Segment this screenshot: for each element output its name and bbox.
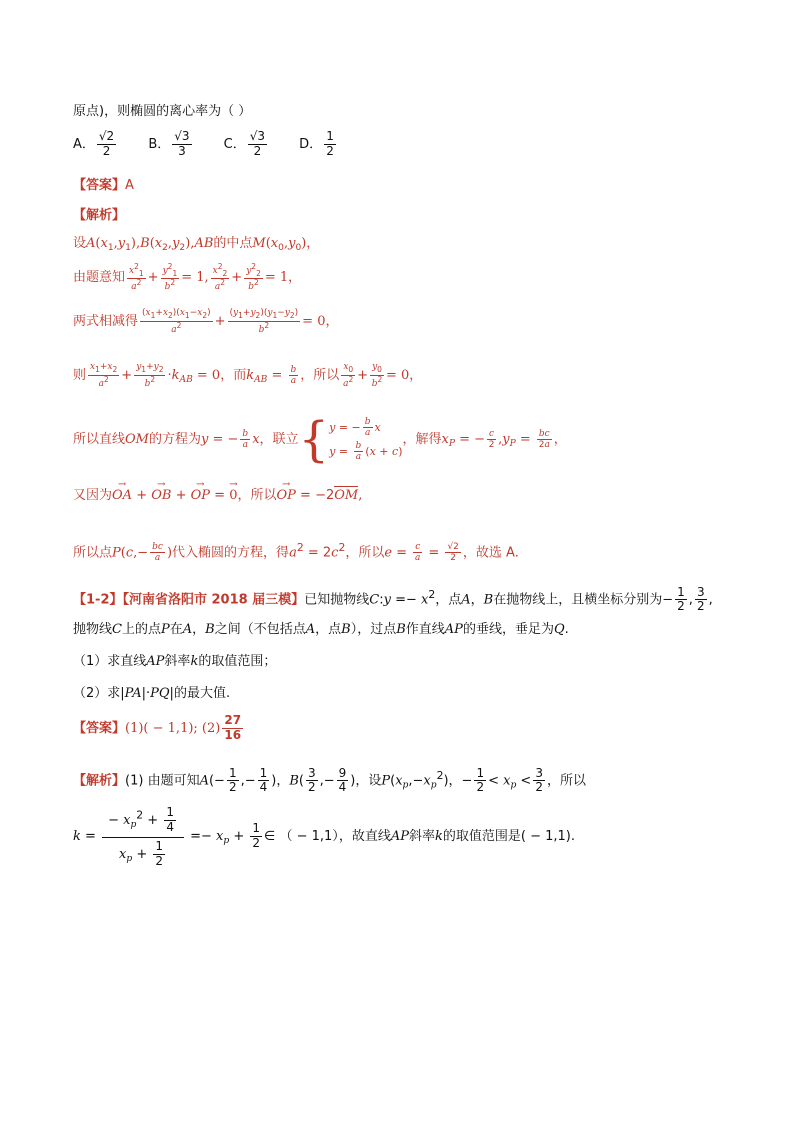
option-b[interactable]: B． $\frac{√3}{3}$ — [148, 129, 190, 158]
q1-step4: 则 $\frac{x_1+x_2}{a^2}$ + $\frac{y_1+y_2}{b^2}$ $\cdot k_{AB} = 0$，而$k_{AB}$ = $\frac{b}{a}$ ，所以 $\frac{x_0}{a^2}$ + $\frac{y_0}{b^2}$ = 0， — [73, 362, 423, 389]
option-d[interactable]: D． $\frac{1}{2}$ — [299, 129, 334, 158]
q2-sub2: （2）求|PA|·PQ|的最大值. — [73, 686, 231, 701]
q2-stem-line1: 【1-2】【河南省洛阳市 2018 届三模】已知抛物线C:y =− $x^2$，点A，B在抛物线上，且横坐标分别为− $\frac{1}{2}$ , $\frac{3}{2}$ , — [73, 584, 713, 614]
q1-answer: 【答案】A — [73, 178, 134, 193]
q2-analysis-line2: k = − $x_p^2$ + $\frac{1}{4}$ $x_p$ + $\frac{1}{2}$ =− $x_p$ + $\frac{1}{2}$ ∈ （ − 1,1），故直线AP斜率k的取值范围是( − 1,1). — [73, 805, 575, 868]
q2-stem-line2: 抛物线C上的点P在A，B之间（不包括点A，点B），过点B作直线AP的垂线，垂足为Q. — [73, 622, 569, 637]
q1-step1: 设$A(x_1,y_1),B(x_2,y_2),AB$的中点$M(x_0,y_0)$， — [73, 236, 320, 253]
option-a[interactable]: A． $\frac{√2}{2}$ — [73, 129, 115, 158]
q2-sub1: （1）求直线AP斜率k的取值范围； — [73, 654, 277, 669]
option-c[interactable]: C． $\frac{√3}{2}$ — [223, 129, 266, 158]
q2-answer: 【答案】(1)( − 1,1); (2) $\frac{27}{16}$ — [73, 713, 242, 742]
q1-step3: 两式相减得 $\frac{(x_1+x_2)(x_1-x_2)}{a^2}$ + $\frac{(y_1+y_2)(y_1-y_2)}{b^2}$ = 0， — [73, 308, 339, 335]
q1-options — [73, 128, 364, 162]
q1-analysis-tag: 【解析】 — [73, 208, 126, 223]
q1-stem-tail: 原点)，则椭圆的离心率为（ ） — [73, 104, 252, 119]
q2-analysis-line1: 【解析】(1) 由题可知A(− $\frac{1}{2}$ ,− $\frac{1}{4}$ )，B( $\frac{3}{2}$ ,− $\frac{9}{4}$ )，设$P(x_p,-x_p^2)$，− $\frac{1}{2}$ < $x_p$ < $\frac{3}{2}$ ，所以 — [73, 765, 586, 795]
q1-step5: 所以直线OM的方程为y = − $\frac{b}{a}$ x，联立{ y = − $\frac{b}{a}$ x y = $\frac{b}{a}$ (x + c) ，解得$x_P$ = − $\frac{c}{2}$ $,y_P$ = $\frac{bc}{2a}$ ， — [73, 411, 567, 468]
q1-step2: 由题意知 $\frac{x^2_1}{a^2}$ + $\frac{y^2_1}{b^2}$ = 1, $\frac{x^2_2}{a^2}$ + $\frac{y^2_2}{b^2}$ = 1， — [73, 261, 302, 293]
q1-step7: 所以点P(c,− $\frac{bc}{a}$ )代入椭圆的方程，得$a^2 = 2c^2$，所以e = $\frac{c}{a}$ = $\frac{√2}{2}$ ，故选 A. — [73, 541, 519, 564]
q1-step6: 又因为→ OA + → OB + → OP = → 0，所以→ OP = −2OM, — [73, 486, 362, 506]
